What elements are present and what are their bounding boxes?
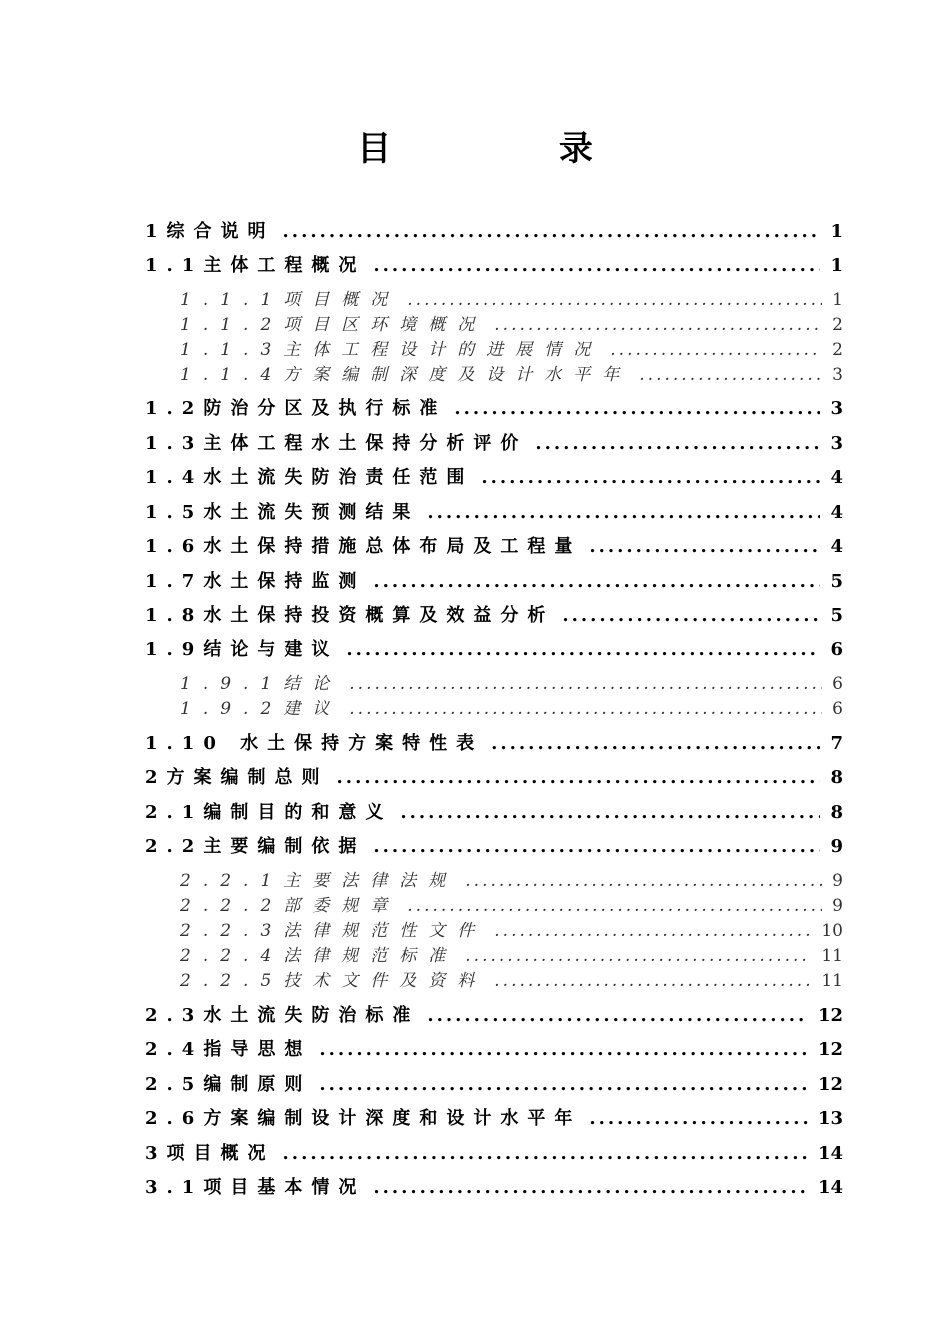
toc-entry-page: 2	[832, 340, 843, 360]
leader-dots	[494, 970, 811, 992]
toc-entry-page: 10	[821, 921, 843, 941]
leader-dots	[465, 870, 822, 892]
toc-entry-page: 3	[830, 398, 843, 419]
toc-entry[interactable]	[180, 673, 843, 695]
toc-entry-label: 1.1.2项目区环境概况	[180, 315, 487, 335]
leader-dots	[283, 1142, 808, 1166]
toc-entry-label: 1.3主体工程水土保持分析评价	[145, 433, 528, 454]
toc-entry-label: 1.7水土保持监测	[145, 571, 366, 592]
toc-entry[interactable]	[180, 970, 843, 992]
toc-entry[interactable]	[145, 397, 843, 421]
toc-entry-label: 2.4指导思想	[145, 1039, 312, 1060]
leader-dots	[407, 289, 822, 311]
toc-entry[interactable]	[145, 638, 843, 662]
toc-entry[interactable]	[145, 604, 843, 628]
toc-entry[interactable]	[145, 432, 843, 456]
leader-dots	[481, 466, 820, 490]
page-title: 目 录	[357, 129, 671, 169]
toc-entry[interactable]	[180, 339, 843, 361]
toc-entry-page: 5	[830, 571, 843, 592]
leader-dots	[494, 920, 811, 942]
leader-dots	[610, 339, 822, 361]
toc-entry-page: 8	[830, 802, 843, 823]
toc-entry-page: 4	[830, 536, 843, 557]
toc-entry-page: 14	[817, 1143, 843, 1164]
toc-entry-page: 9	[832, 871, 843, 891]
leader-dots	[349, 673, 822, 695]
leader-dots	[454, 397, 820, 421]
toc-entry[interactable]	[180, 289, 843, 311]
leader-dots	[373, 1176, 808, 1200]
toc-entry[interactable]	[145, 1176, 843, 1200]
leader-dots	[400, 801, 820, 825]
toc-entry[interactable]	[180, 895, 843, 917]
leader-dots	[337, 766, 821, 790]
toc-entry-label: 2.2.4法律规范标准	[180, 946, 458, 966]
toc-entry-page: 3	[830, 433, 843, 454]
toc-entry[interactable]	[145, 835, 843, 859]
leader-dots	[562, 604, 820, 628]
toc-entry-label: 3项目概况	[145, 1143, 275, 1164]
leader-dots	[283, 220, 821, 244]
leader-dots	[589, 535, 820, 559]
toc-entry-label: 1.4水土流失防治责任范围	[145, 467, 474, 488]
toc-entry[interactable]	[180, 364, 843, 386]
toc-entry-page: 8	[830, 767, 843, 788]
toc-entry[interactable]	[180, 945, 843, 967]
leader-dots	[319, 1038, 808, 1062]
toc-entry-page: 12	[817, 1039, 843, 1060]
toc-entry-page: 7	[830, 733, 843, 754]
leader-dots	[639, 364, 822, 386]
toc-entry-page: 1	[830, 255, 843, 276]
toc-entry[interactable]	[145, 466, 843, 490]
toc-entry-page: 13	[817, 1108, 843, 1129]
leader-dots	[346, 638, 820, 662]
toc-entry-page: 3	[832, 365, 843, 385]
toc-entry-label: 1.1主体工程概况	[145, 255, 366, 276]
leader-dots	[373, 254, 820, 278]
toc-entry[interactable]	[180, 698, 843, 720]
toc-entry-label: 1.5水土流失预测结果	[145, 502, 420, 523]
toc-entry-label: 2.6方案编制设计深度和设计水平年	[145, 1108, 582, 1129]
leader-dots	[535, 432, 820, 456]
toc-entry[interactable]	[180, 314, 843, 336]
toc-entry[interactable]	[145, 1142, 843, 1166]
toc-entry-page: 4	[830, 467, 843, 488]
leader-dots	[373, 570, 820, 594]
toc-entry-label: 1.1.4方案编制深度及设计水平年	[180, 365, 632, 385]
toc-entry[interactable]	[145, 1004, 843, 1028]
toc-entry[interactable]	[145, 766, 843, 790]
toc-entry[interactable]	[145, 254, 843, 278]
toc-entry-page: 5	[830, 605, 843, 626]
toc-entry-label: 1.8水土保持投资概算及效益分析	[145, 605, 555, 626]
leader-dots	[407, 895, 822, 917]
leader-dots	[319, 1073, 808, 1097]
toc-entry[interactable]	[180, 920, 843, 942]
toc-entry[interactable]	[145, 220, 843, 244]
toc-entry-label: 1.10 水土保持方案特性表	[145, 733, 484, 754]
toc-entry-label: 2.2主要编制依据	[145, 836, 366, 857]
toc-entry-label: 1.2防治分区及执行标准	[145, 398, 447, 419]
leader-dots	[494, 314, 822, 336]
toc-entry[interactable]	[145, 732, 843, 756]
toc-entry-page: 9	[832, 896, 843, 916]
toc-entry-label: 2.2.2部委规章	[180, 896, 400, 916]
toc-entry-label: 2.5编制原则	[145, 1074, 312, 1095]
toc-entry-page: 1	[830, 221, 843, 242]
toc-entry-page: 11	[821, 971, 843, 991]
toc-entry-page: 6	[832, 699, 843, 719]
leader-dots	[427, 501, 820, 525]
toc-entry-label: 1.9.2建议	[180, 699, 342, 719]
toc-entry-page: 14	[817, 1177, 843, 1198]
leader-dots	[373, 835, 820, 859]
toc-entry[interactable]	[145, 1073, 843, 1097]
toc-entry-label: 2方案编制总则	[145, 767, 329, 788]
leader-dots	[491, 732, 820, 756]
toc-entry-page: 12	[817, 1074, 843, 1095]
toc-entry-label: 1.1.3主体工程设计的进展情况	[180, 340, 603, 360]
toc-entry[interactable]	[145, 501, 843, 525]
leader-dots	[589, 1107, 808, 1131]
toc-entry-label: 3.1项目基本情况	[145, 1177, 366, 1198]
toc-entry[interactable]	[180, 870, 843, 892]
toc-entry[interactable]	[145, 801, 843, 825]
toc-entry[interactable]	[145, 1107, 843, 1131]
toc-entry-page: 6	[832, 674, 843, 694]
leader-dots	[349, 698, 822, 720]
leader-dots	[427, 1004, 808, 1028]
leader-dots	[465, 945, 811, 967]
toc-entry-page: 4	[830, 502, 843, 523]
toc-entry[interactable]	[145, 1038, 843, 1062]
toc-entry-page: 6	[830, 639, 843, 660]
toc-entry-label: 1.1.1项目概况	[180, 290, 400, 310]
toc-entry-page: 1	[832, 290, 843, 310]
toc-entry-page: 12	[817, 1005, 843, 1026]
toc-entry-label: 1综合说明	[145, 221, 275, 242]
toc-entry-label: 2.1编制目的和意义	[145, 802, 393, 823]
toc-entry-label: 1.6水土保持措施总体布局及工程量	[145, 536, 582, 557]
toc-entry-label: 2.2.1主要法律法规	[180, 871, 458, 891]
toc-entry-label: 1.9结论与建议	[145, 639, 339, 660]
toc-entry-label: 1.9.1结论	[180, 674, 342, 694]
toc-entry-page: 11	[821, 946, 843, 966]
toc-entry-page: 2	[832, 315, 843, 335]
toc-entry-label: 2.2.5技术文件及资料	[180, 971, 487, 991]
toc-entry-page: 9	[830, 836, 843, 857]
toc-entry-label: 2.2.3法律规范性文件	[180, 921, 487, 941]
toc-entry[interactable]	[145, 570, 843, 594]
toc-entry-label: 2.3水土流失防治标准	[145, 1005, 420, 1026]
toc-entry[interactable]	[145, 535, 843, 559]
